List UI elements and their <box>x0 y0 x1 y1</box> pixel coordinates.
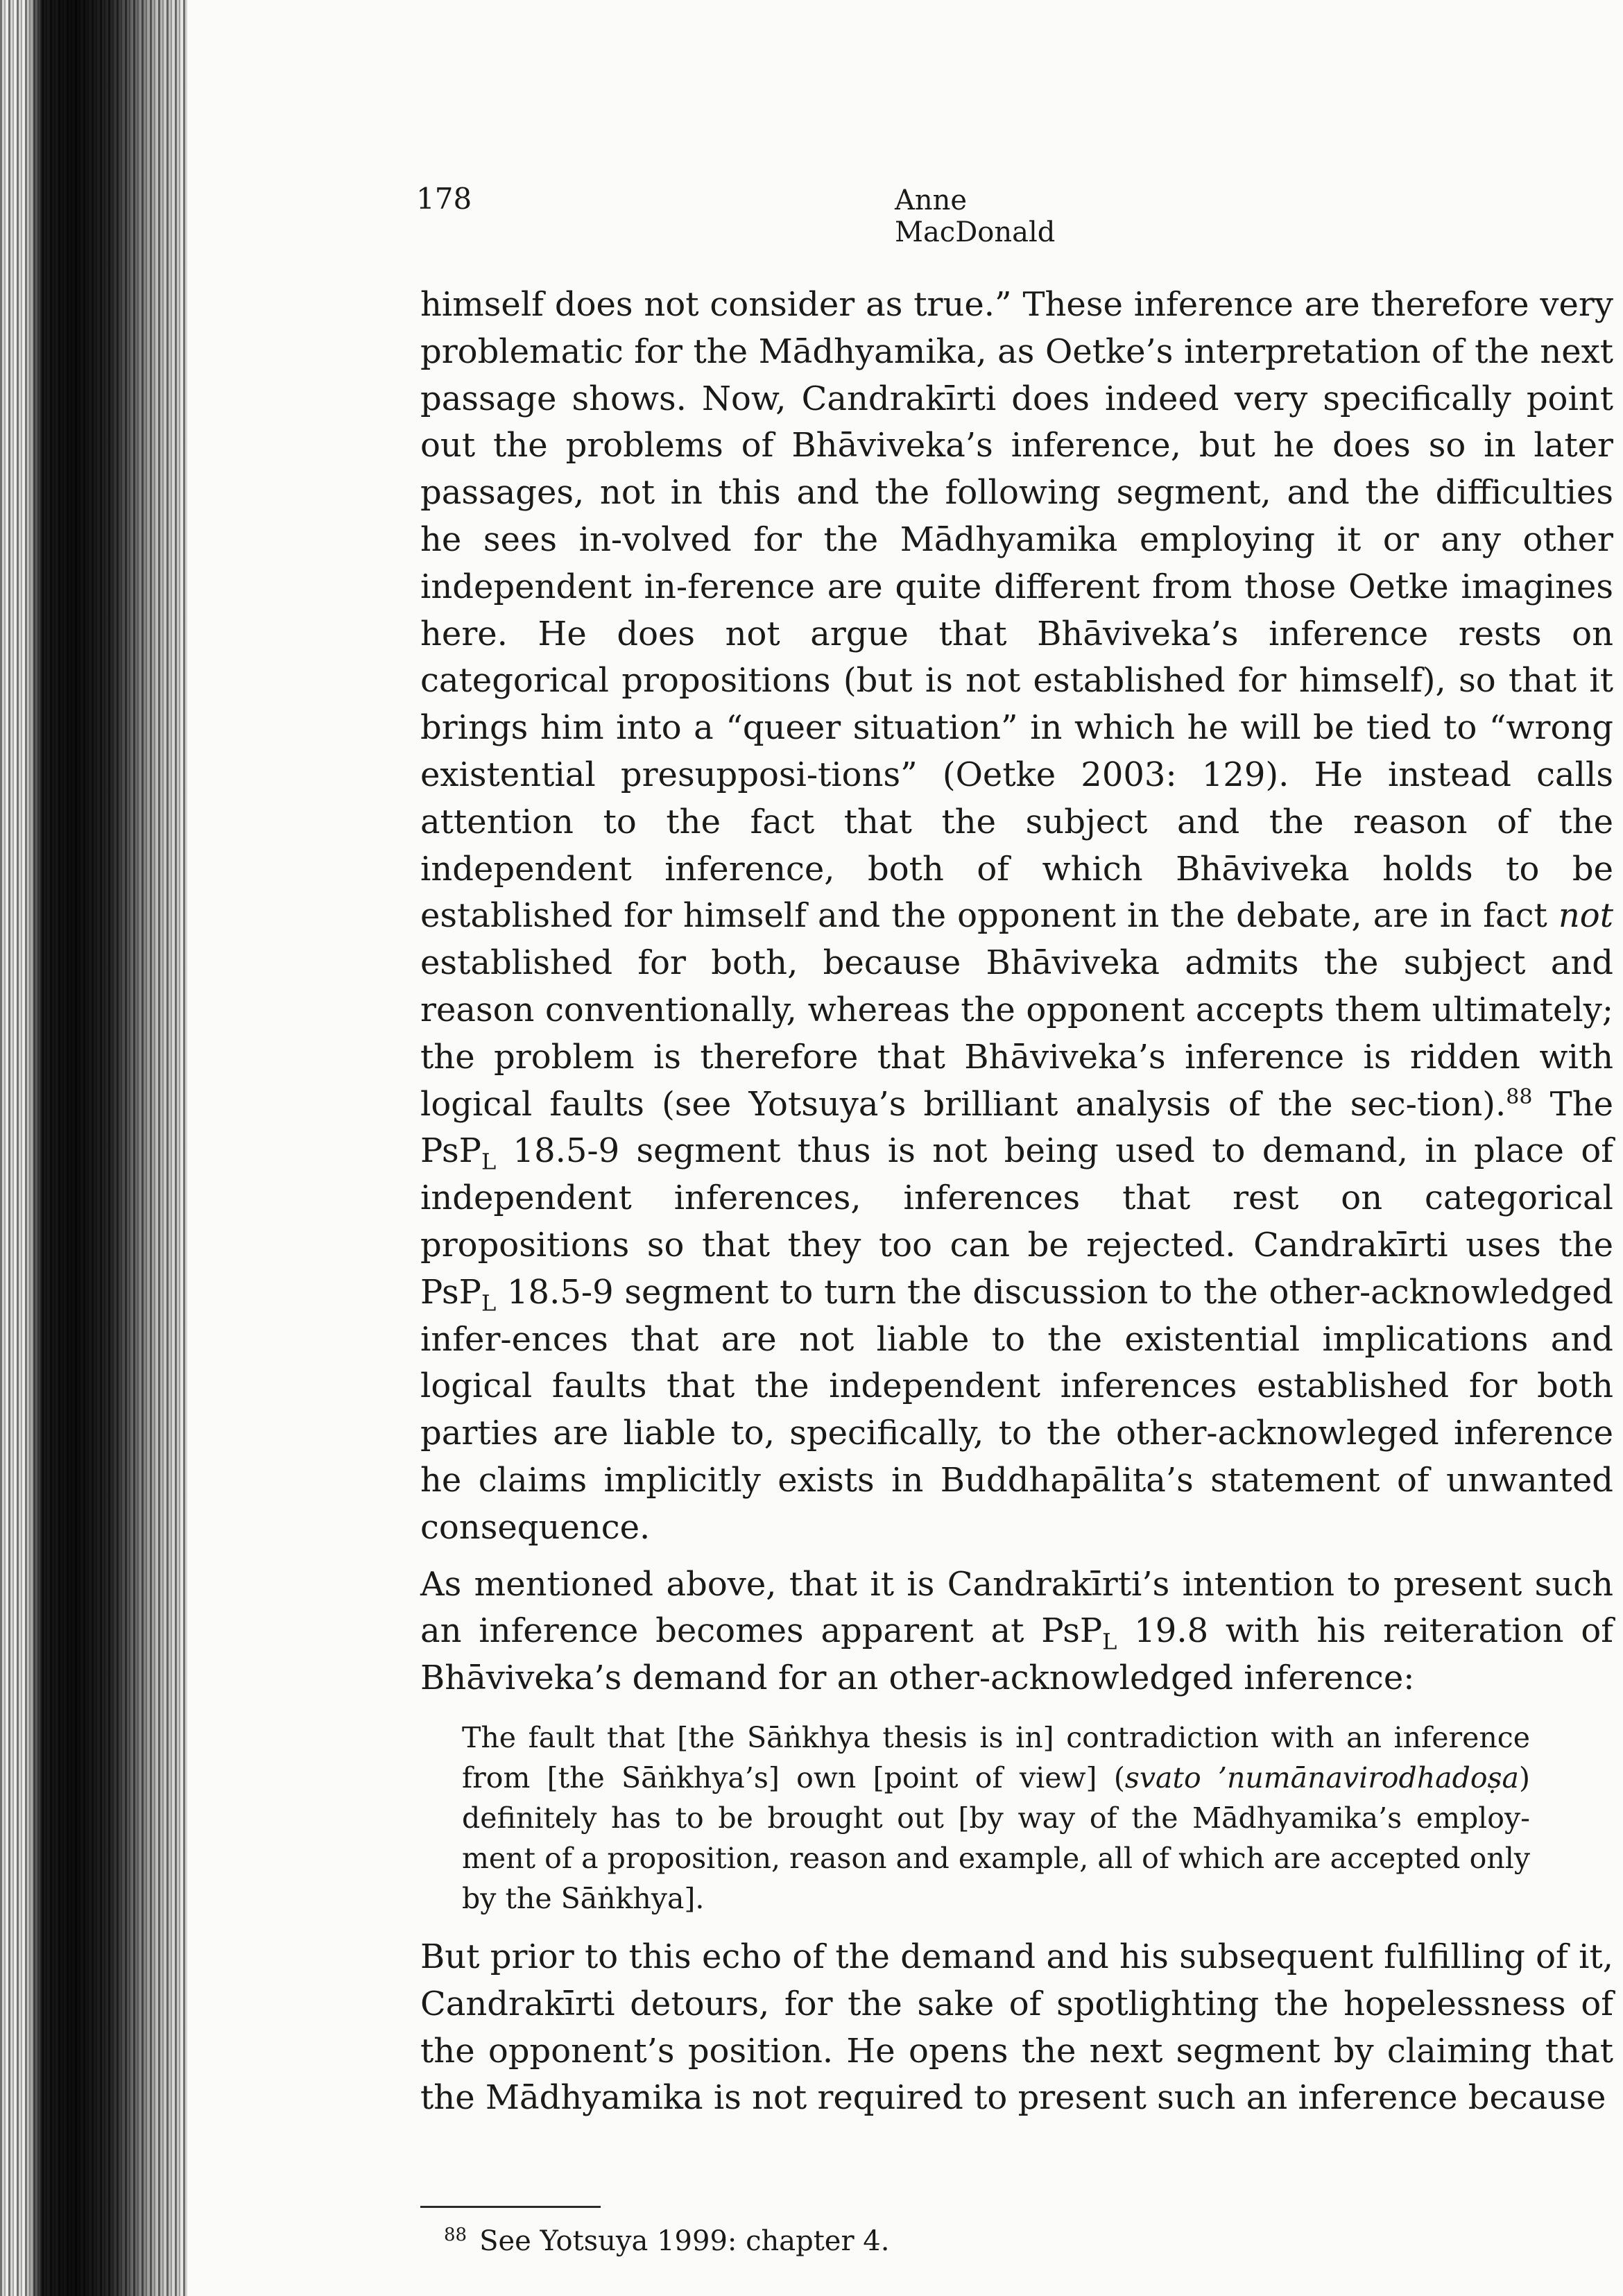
text-run: 18.5-9 segment thus is not being used to demand, in place of independent inferences, inferences that rest on categorical propositions so that they too can be rejected. Candrakīrti uses the PsP <box>420 1131 1613 1312</box>
running-head-author: Anne MacDonald <box>895 185 1056 248</box>
paragraph-2 <box>420 1561 1613 1702</box>
text-run: ) definitely has to be brought out [by way of the Mādhyamika’s employ-ment of a proposition, reason and example, all of which are accepted only by the Sāṅkhya]. <box>462 1760 1530 1915</box>
scan-binding-shadow <box>0 0 187 2296</box>
paragraph-1 <box>420 282 1613 1552</box>
subscript: L <box>481 1148 497 1175</box>
text-run: established for both, because Bhāviveka admits the subject and reason conventionally, whereas the opponent accepts them ultimately; the problem is therefore that Bhāviveka’s inference is ridden with logical faults (see Yotsuya’s brilliant analysis of the sec-tion). <box>420 943 1613 1124</box>
footnote-mark: 88 <box>444 2224 467 2245</box>
text-run: 18.5-9 segment to turn the discussion to the other-acknowledged infer-ences that are not liable to the existential implications and logical faults that the independent inferences established for both parties are liable to, specifically, to the other-acknowleged inference he claims implicitly exists in Buddhapālita’s statement of unwanted consequence. <box>420 1272 1613 1547</box>
text-run: 19.8 with his reiteration of Bhāviveka’s demand for an other-acknowledged inference: <box>420 1611 1613 1698</box>
footnote-reference: 88 <box>1506 1084 1533 1109</box>
footnote-text: See Yotsuya 1999: chapter 4. <box>479 2225 890 2257</box>
paragraph-3: But prior to this echo of the demand and his subsequent fulfilling of it, Candrakīrti detours, for the sake of spotlighting the hopelessness of the opponent’s position. He opens the next segment by claiming that the Mādhyamika is not required to present such an inference because <box>420 1937 1613 2118</box>
sanskrit-term: svato ’numānavirodhadoṣa <box>1124 1760 1519 1794</box>
main-text <box>420 282 1613 2122</box>
text-run: The fault that [the Sāṅkhya thesis is in] contradiction with an inference from [the Sāṅkhya’s] own [point of view] ( <box>462 1720 1530 1794</box>
block-quote <box>462 1717 1530 1919</box>
subscript: L <box>1102 1628 1117 1655</box>
text-run: himself does not consider as true.” These inference are therefore very problematic for the Mādhyamika, as Oetke’s interpretation of the next passage shows. Now, Candrakīrti does indeed very specifically point out the problems of Bhāviveka’s inference, but he does so in later passages, not in this and the following segment, and the difficulties he sees in-volved for the Mādhyamika employing it or any other independent in-ference are quite different from those Oetke imagines here. He does not argue that Bhāviveka’s inference rests on categorical propositions (but is not established for himself), so that it brings him into a “queer situation” in which he will be tied to “wrong existential presupposi-tions” (Oetke 2003: 129). He instead calls attention to the fact that the subject and the reason of the independent inference, both of which Bhāviveka holds to be established for himself and the opponent in the debate, are in fact <box>420 285 1613 936</box>
page-number: 178 <box>416 182 472 216</box>
running-head <box>416 182 1131 248</box>
footnote <box>420 2223 1599 2259</box>
emphasis: not <box>1558 896 1613 936</box>
text-run: The PsP <box>420 1084 1614 1171</box>
text-run: As mentioned above, that it is Candrakīrti’s intention to present such an inference becomes apparent at PsP <box>420 1564 1613 1651</box>
footnote-rule <box>420 2206 601 2208</box>
subscript: L <box>481 1290 497 1317</box>
